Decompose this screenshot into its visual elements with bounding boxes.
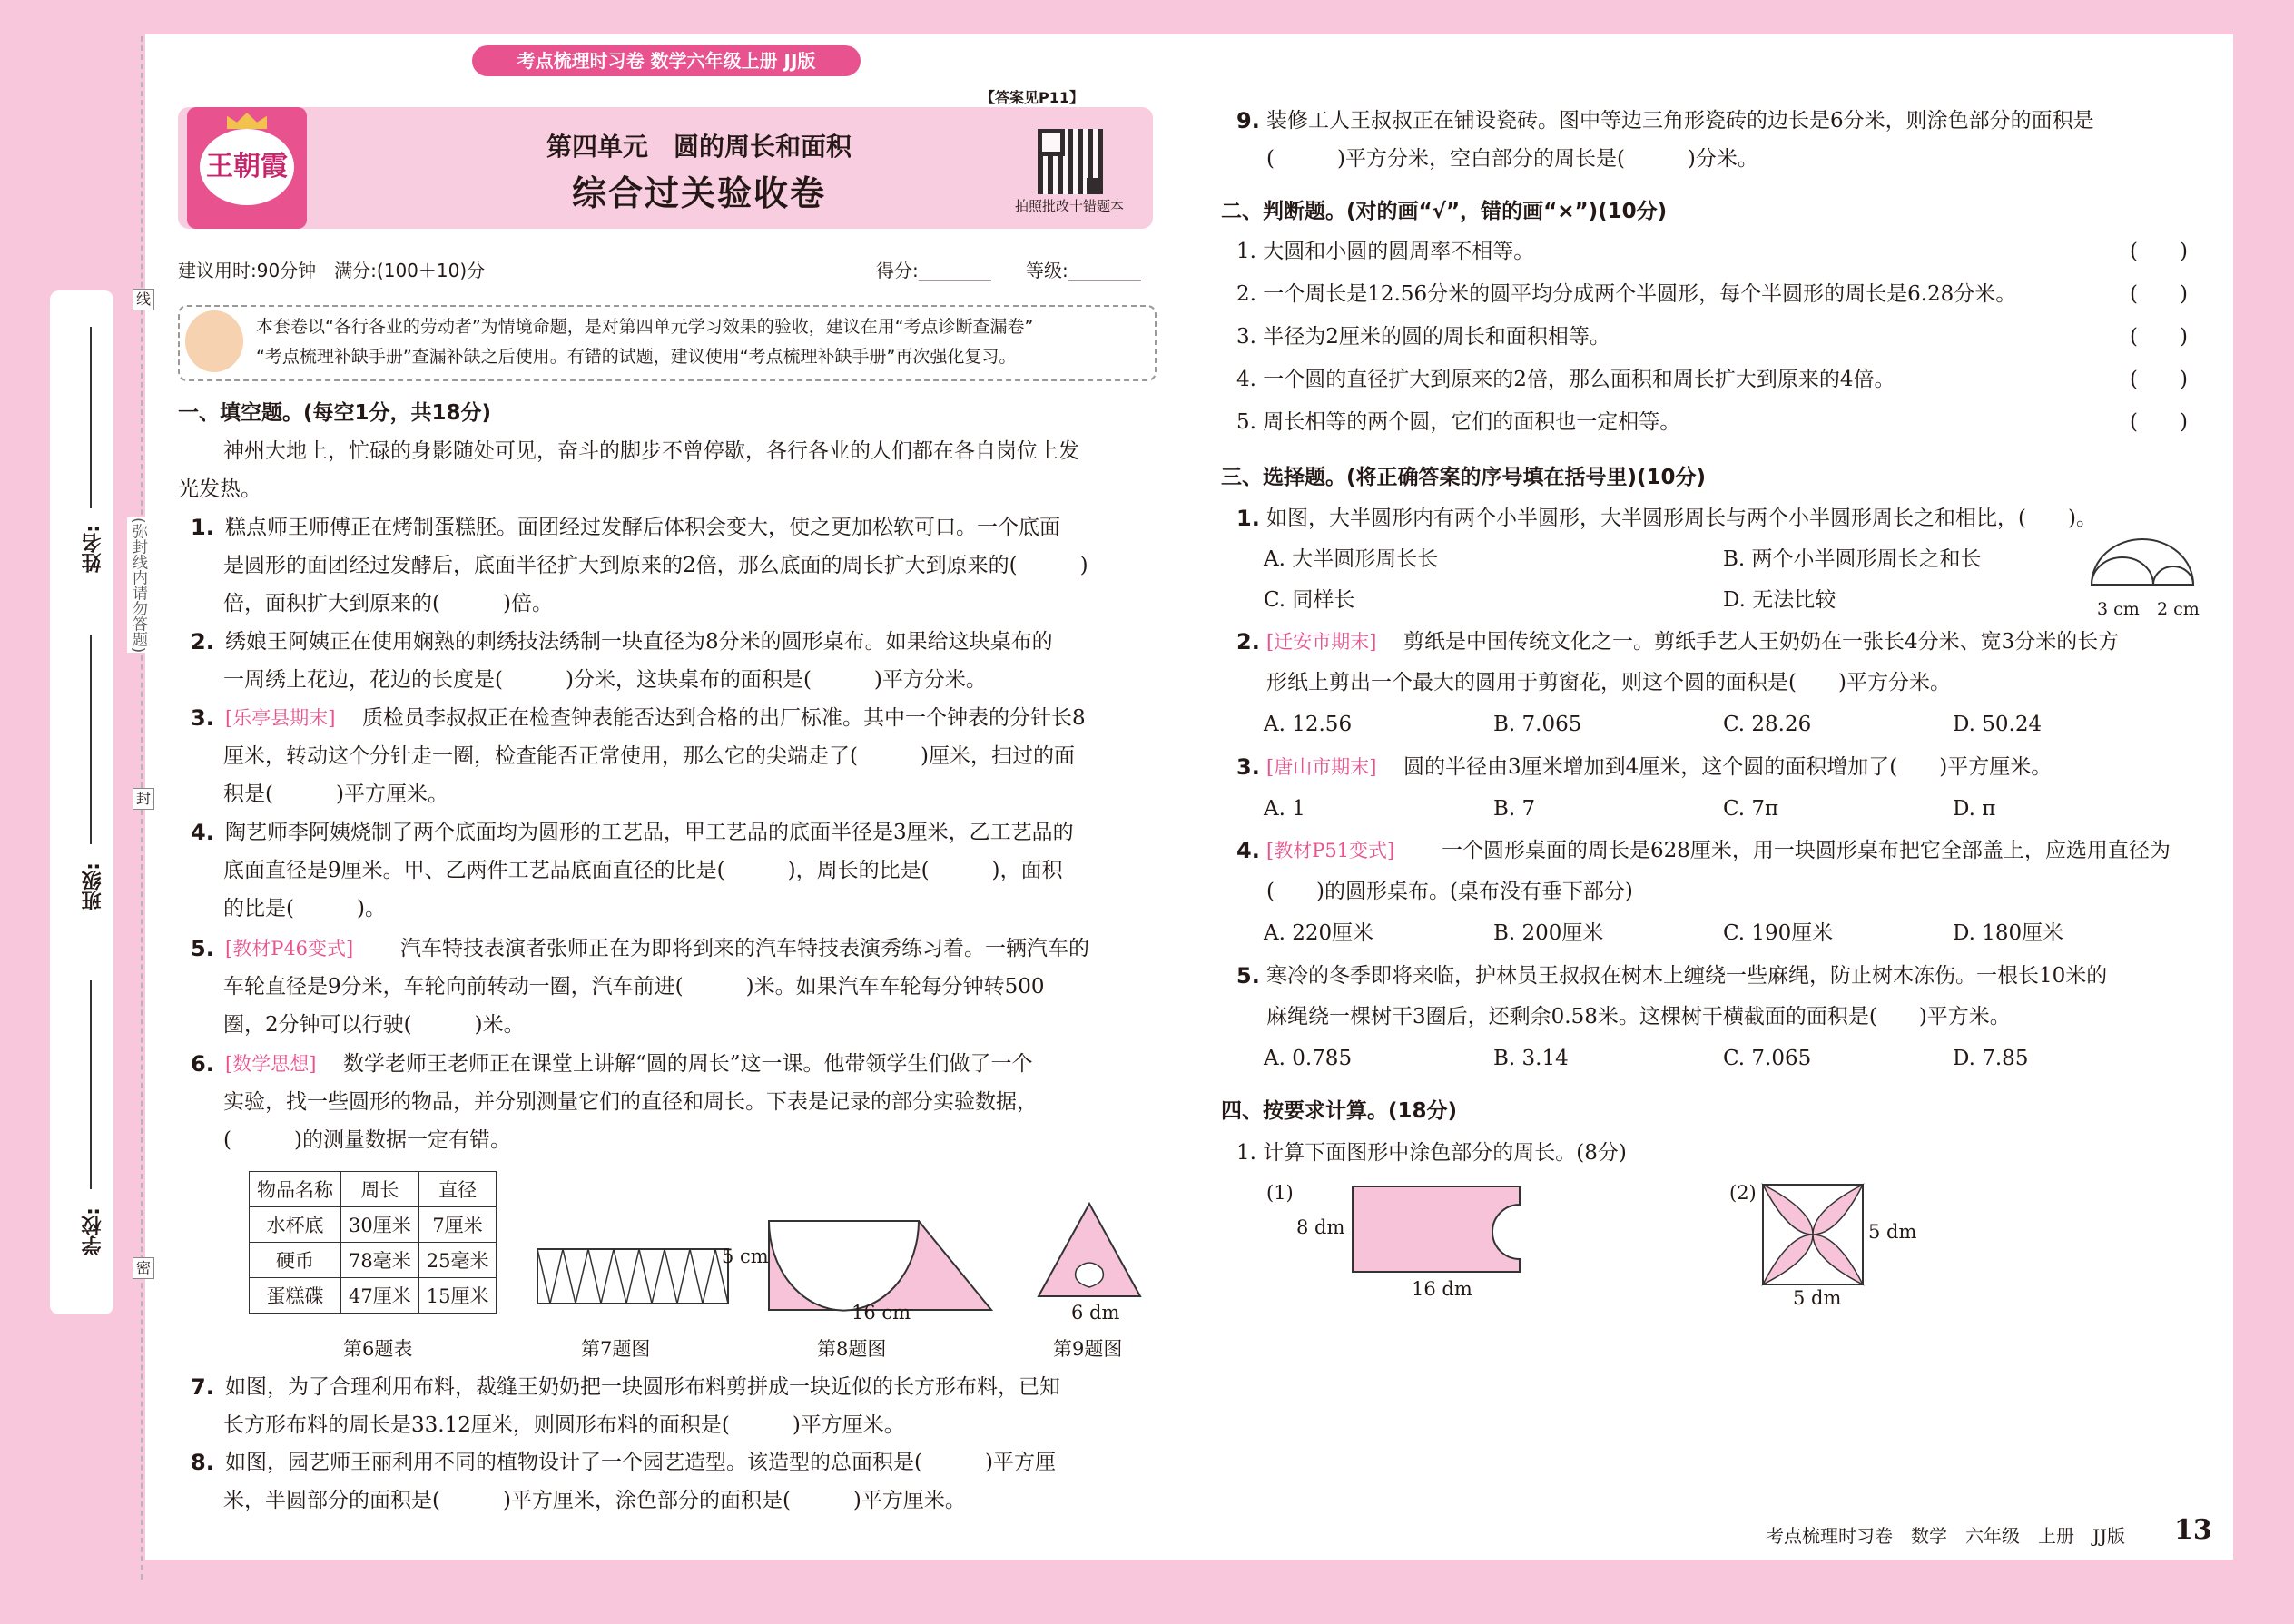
caption-q6: 第6题表 [343,1338,413,1360]
seal-char-secret: 密 [133,1257,154,1279]
answer-paren[interactable]: ( ) [2130,282,2188,306]
grade-field[interactable]: 等级:________ [1026,260,1141,281]
question-text: 糕点师王师傅正在烤制蛋糕胚。面团经过发酵后体积会变大，使之更加松软可口。一个底面 [225,516,1060,539]
section-3-heading: 三、选择题。(将正确答案的序号填在括号里)(10分) [1221,466,1707,489]
fig2-width: 5 dm [1793,1287,1842,1309]
fig1-width: 16 dm [1412,1278,1472,1300]
flower-petal-diagram [1761,1183,1866,1287]
qr-caption: 拍照批改十错题本 [1015,198,1125,214]
q9-line-1: 装修工人王叔叔正在铺设瓷砖。图中等边三角形瓷砖的边长是6分米，则涂色部分的面积是 [1266,109,2094,133]
school-label: 学校: [82,1207,104,1255]
question-number: 4. [1236,838,1260,863]
answer-paren[interactable]: ( ) [2130,410,2188,434]
school-blank[interactable] [90,980,92,1189]
caption-q9: 第9题图 [1053,1338,1123,1360]
question-text: 积是( )平方厘米。 [223,782,448,806]
q9-line-2: ( )平方分米，空白部分的周长是( )分米。 [1266,147,1758,171]
table-header: 周长 [341,1172,419,1207]
source-tag: [教材P46变式] [225,938,354,960]
option[interactable]: D. 无法比较 [1723,588,1836,612]
name-blank[interactable] [90,327,92,508]
option[interactable]: C. 190厘米 [1723,921,1834,945]
exam-title: 综合过关验收卷 [571,173,826,213]
question-text: 倍，面积扩大到原来的( )倍。 [223,592,553,615]
caption-q8: 第8题图 [817,1338,887,1360]
answer-paren[interactable]: ( ) [2130,325,2188,349]
question-number: 2. [191,629,214,655]
judgment-item: 3. 半径为2厘米的圆的周长和面积相等。 [1236,325,1610,349]
question-number: 1. [191,515,214,540]
semicircle-label-1: 3 cm [2097,599,2140,619]
fig1-label: (1) [1266,1182,1294,1204]
source-tag: [唐山市期末] [1266,756,1377,778]
option[interactable]: A. 220厘米 [1264,921,1374,945]
question-text: 如图，为了合理利用布料，裁缝王奶奶把一块圆形布料剪拼成一块近似的长方形布料，已知 [225,1375,1060,1399]
question-text: 如图，大半圆形内有两个小半圆形，大半圆形周长与两个小半圆形周长之和相比，( )。 [1266,507,2097,530]
question-text: 实验，找一些圆形的物品，并分别测量它们的直径和周长。下表是记录的部分实验数据， [223,1090,1038,1114]
qr-code-icon[interactable] [1038,129,1103,194]
table-header-row [250,1172,497,1207]
option[interactable]: B. 两个小半圆形周长之和长 [1723,547,1982,571]
crown-icon [227,113,267,129]
table-header: 物品名称 [250,1172,341,1207]
option[interactable]: A. 大半圆形周长长 [1264,547,1439,571]
table-cell: 蛋糕碟 [250,1278,341,1314]
question-number: 5. [191,936,214,961]
logo-text: 王朝霞 [200,129,294,205]
table-row [250,1243,497,1278]
section-1-heading: 一、填空题。(每空1分，共18分) [178,401,492,425]
option[interactable]: D. 7.85 [1953,1047,2029,1070]
question-text: 的比是( )。 [223,897,386,920]
question-text: 形纸上剪出一个最大的圆用于剪窗花，则这个圆的面积是( )平方分米。 [1266,671,1951,694]
intro-line-2: “考点梳理补缺手册”查漏补缺之后使用。有错的试题，建议使用“考点梳理补缺手册”再次强化复习。 [256,347,1017,367]
table-cell: 78毫米 [341,1243,419,1278]
question-text: 一周绣上花边，花边的长度是( )分米，这块桌布的面积是( )平方分米。 [223,668,987,692]
score-field[interactable]: 得分:________ [876,260,991,281]
option[interactable]: C. 7.065 [1723,1047,1812,1070]
question-text: 如图，园艺师王丽利用不同的植物设计了一个园艺造型。该造型的总面积是( )平方厘 [225,1451,1056,1474]
source-tag: [迁安市期末] [1266,631,1377,653]
section-4-heading: 四、按要求计算。(18分) [1221,1099,1458,1123]
page-number: 13 [2174,1514,2212,1546]
question-text: 质检员李叔叔正在检查钟表能否达到合格的出厂标准。其中一个钟表的分针长8 [362,706,1086,730]
option[interactable]: C. 7π [1723,797,1779,821]
brand-logo [187,107,307,229]
question-text: 米，半圆部分的面积是( )平方厘米，涂色部分的面积是( )平方厘米。 [223,1489,966,1512]
fig8-height-label: 5 cm [722,1245,769,1267]
judgment-item: 1. 大圆和小圆的圆周率不相等。 [1236,240,1535,263]
question-text: 一个圆形桌面的周长是628厘米，用一块圆形桌布把它全部盖上，应选用直径为 [1442,839,2171,862]
question-number: 8. [191,1450,214,1475]
judgment-item: 2. 一个周长是12.56分米的圆平均分成两个半圆形，每个半圆形的周长是6.28分米。 [1236,282,2017,306]
table-cell: 15厘米 [418,1278,497,1314]
fig2-label: (2) [1729,1182,1757,1204]
table-header: 直径 [418,1172,497,1207]
question-text: 是圆形的面团经过发酵后，底面半径扩大到原来的2倍，那么底面的周长扩大到原来的( ) [223,554,1088,577]
question-text: 寒冷的冬季即将来临，护林员王叔叔在树木上缠绕一些麻绳，防止树木冻伤。一根长10米的 [1266,964,2108,988]
table-cell: 47厘米 [341,1278,419,1314]
s1-intro-1: 神州大地上，忙碌的身影随处可见，奋斗的脚步不曾停歇，各行各业的人们都在各自岗位上发 [223,439,1079,463]
s1-intro-2: 光发热。 [178,477,261,501]
question-text: 车轮直径是9分米，车轮向前转动一圈，汽车前进( )米。如果汽车车轮每分钟转500 [223,975,1045,999]
question-text: 麻绳绕一棵树干3圈后，还剩余0.58米。这棵树干横截面的面积是( )平方米。 [1266,1005,2011,1029]
series-pill: 考点梳理时习卷 数学六年级上册 JJ版 [472,45,861,76]
answer-ref: 【答案见P11】 [980,89,1084,106]
question-text: ( )的圆形桌布。(桌布没有垂下部分) [1266,880,1633,903]
question-text: 底面直径是9厘米。甲、乙两件工艺品底面直径的比是( )，周长的比是( )，面积 [223,859,1063,882]
shaded-rectangle-diagram [1351,1185,1523,1275]
question-text: 汽车特技表演者张师正在为即将到来的汽车特技表演秀练习着。一辆汽车的 [400,937,1089,960]
option[interactable]: D. 180厘米 [1953,921,2064,945]
intro-line-1: 本套卷以“各行各业的劳动者”为情境命题，是对第四单元学习效果的验收，建议在用“考点诊断查漏卷” [256,317,1034,337]
seal-note: (弥封线内请勿答题) [127,517,150,653]
figure-7-rectangle-diagram [536,1245,735,1309]
option[interactable]: D. π [1953,797,1996,821]
question-text: 厘米，转动这个分针走一圈，检查能否正常使用，那么它的尖端走了( )厘米，扫过的面 [223,744,1075,768]
question-6-table [249,1171,497,1314]
name-label: 姓名: [82,525,104,573]
s4-q1: 1. 计算下面图形中涂色部分的周长。(8分) [1236,1141,1627,1165]
option[interactable]: C. 同样长 [1264,588,1355,612]
source-tag: [数学思想] [225,1053,317,1075]
table-cell: 水杯底 [250,1207,341,1243]
question-text: 长方形布料的周长是33.12厘米，则圆形布料的面积是( )平方厘米。 [223,1413,905,1437]
girl-avatar-icon [185,310,243,372]
question-number: 6. [191,1051,214,1077]
table-cell: 硬币 [250,1243,341,1278]
option[interactable]: A. 12.56 [1264,713,1353,736]
q9-number: 9. [1236,108,1260,133]
question-number: 7. [191,1374,214,1400]
question-number: 3. [1236,754,1260,780]
table-cell: 30厘米 [341,1207,419,1243]
question-text: ( )的测量数据一定有错。 [223,1128,511,1152]
question-text: 陶艺师李阿姨烧制了两个底面均为圆形的工艺品，甲工艺品的底面半径是3厘米，乙工艺品的 [225,821,1074,844]
seal-char-line: 线 [133,289,154,310]
option[interactable]: A. 1 [1264,797,1305,821]
answer-paren[interactable]: ( ) [2130,368,2188,391]
question-number: 3. [191,705,214,731]
option[interactable]: B. 3.14 [1493,1047,1569,1070]
question-number: 4. [191,820,214,845]
question-number: 2. [1236,629,1260,655]
option[interactable]: C. 28.26 [1723,713,1812,736]
seal-char-seal: 封 [133,788,154,810]
option[interactable]: A. 0.785 [1264,1047,1353,1070]
footer-text: 考点梳理时习卷 数学 六年级 上册 JJ版 [1766,1525,2126,1547]
question-text: 圆的半径由3厘米增加到4厘米，这个圆的面积增加了( )平方厘米。 [1403,755,2053,779]
option[interactable]: B. 7 [1493,797,1536,821]
option[interactable]: B. 200厘米 [1493,921,1604,945]
option[interactable]: D. 50.24 [1953,713,2043,736]
semicircle-label-2: 2 cm [2157,599,2200,619]
option[interactable]: B. 7.065 [1493,713,1582,736]
judgment-item: 5. 周长相等的两个圆，它们的面积也一定相等。 [1236,410,1681,434]
student-info-sidebar [50,290,113,1314]
question-text: 圈，2分钟可以行驶( )米。 [223,1013,525,1037]
table-cell: 25毫米 [418,1243,497,1278]
fig8-width-label: 16 cm [852,1302,911,1324]
source-tag: [乐亭县期末] [225,707,336,729]
question-text: 数学老师王老师正在课堂上讲解“圆的周长”这一课。他带领学生们做了一个 [343,1052,1033,1076]
table-row [250,1278,497,1314]
class-label: 班级: [82,862,104,910]
unit-title: 第四单元 圆的周长和面积 [546,132,852,162]
question-number: 1. [1236,506,1260,531]
figure-9-triangle-diagram [1035,1200,1144,1300]
caption-q7: 第7题图 [581,1338,651,1360]
table-row [250,1207,497,1243]
fig1-height: 8 dm [1296,1216,1345,1238]
table-cell: 7厘米 [418,1207,497,1243]
question-text: 绣娘王阿姨正在使用娴熟的刺绣技法绣制一块直径为8分米的圆形桌布。如果给这块桌布的 [225,630,1053,654]
question-text: 剪纸是中国传统文化之一。剪纸手艺人王奶奶在一张长4分米、宽3分米的长方 [1403,630,2120,654]
time-and-score: 建议用时:90分钟 满分:(100＋10)分 [178,260,486,281]
source-tag: [教材P51变式] [1266,840,1395,861]
answer-paren[interactable]: ( ) [2130,240,2188,263]
fig9-side-label: 6 dm [1071,1302,1120,1324]
section-2-heading: 二、判断题。(对的画“√”，错的画“×”)(10分) [1221,200,1668,223]
semicircles-diagram [2088,536,2197,590]
judgment-item: 4. 一个圆的直径扩大到原来的2倍，那么面积和周长扩大到原来的4倍。 [1236,368,1895,391]
fig2-height: 5 dm [1868,1221,1917,1243]
class-blank[interactable] [90,635,92,844]
question-number: 5. [1236,963,1260,989]
